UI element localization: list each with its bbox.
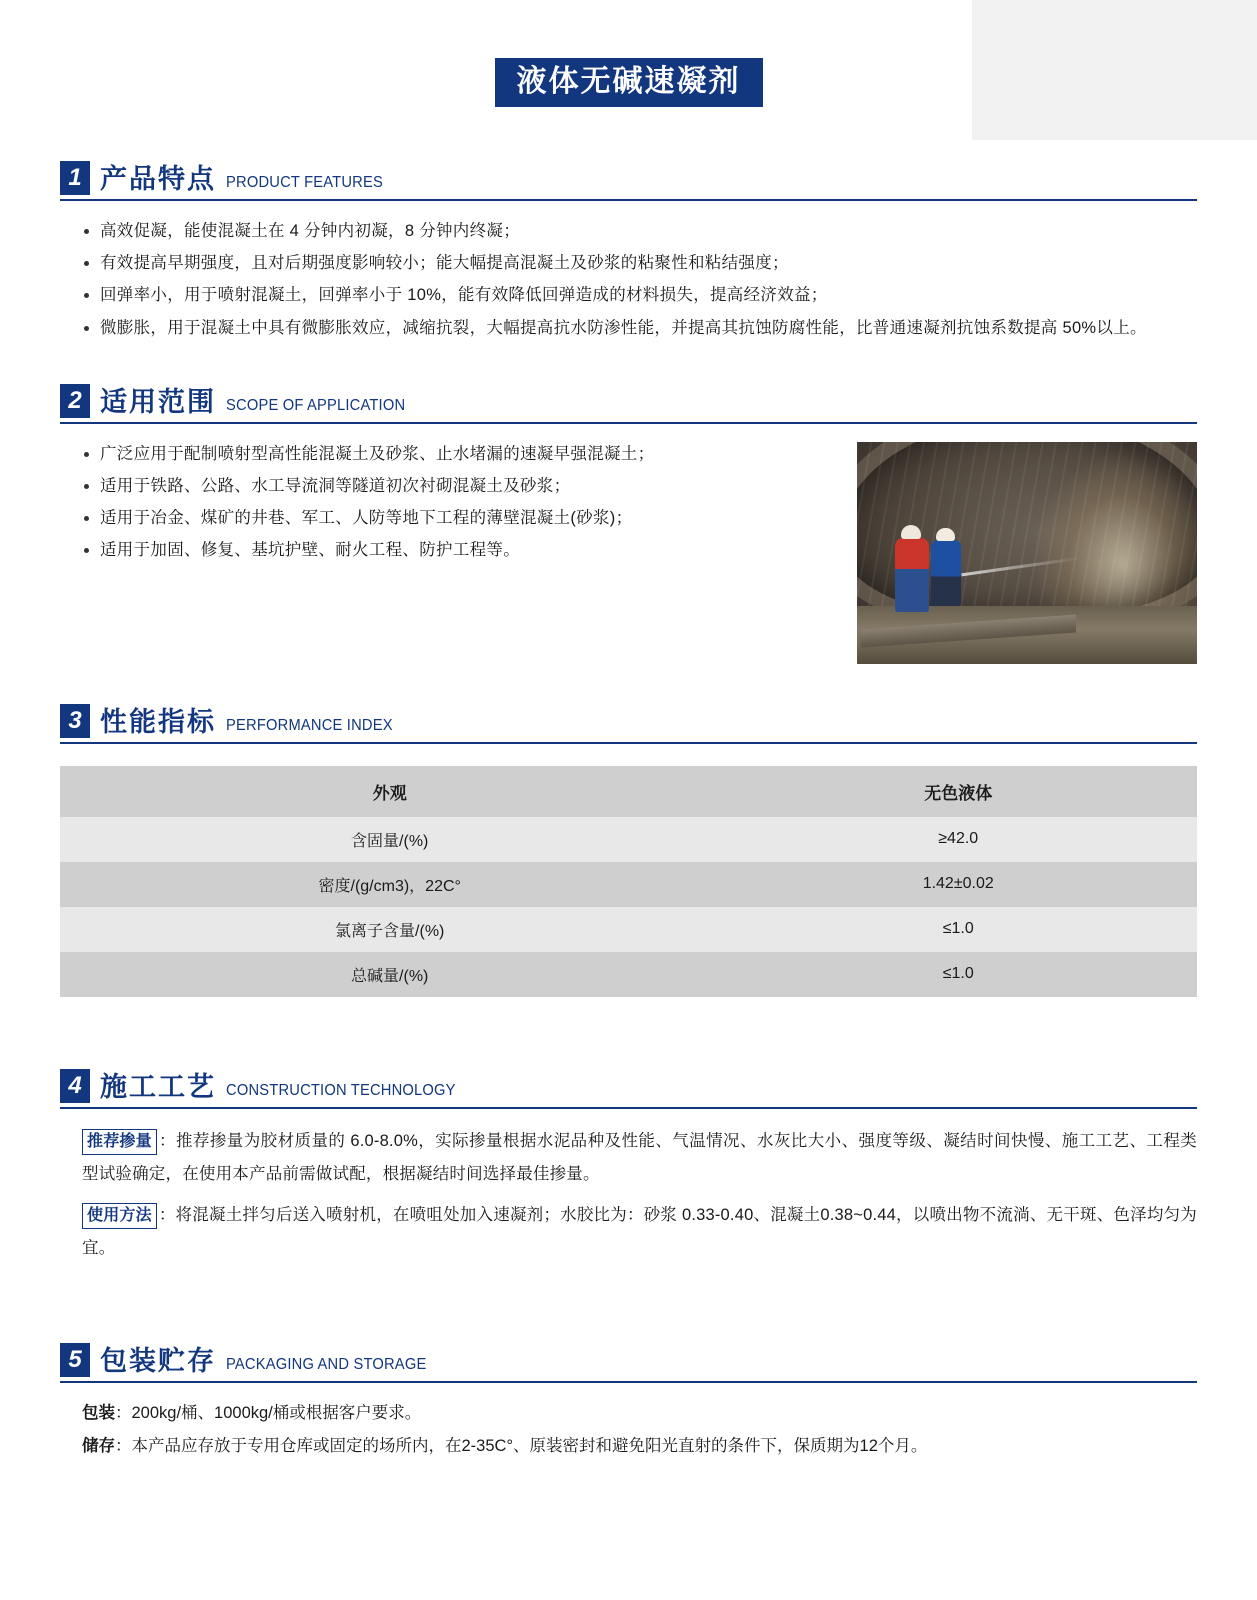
section-number: 2 <box>60 384 90 418</box>
list-item: 适用于冶金、煤矿的井巷、军工、人防等地下工程的薄壁混凝土(砂浆)； <box>82 502 837 534</box>
table-header-property: 外观 <box>372 783 407 803</box>
storage-label: 储存 <box>82 1436 115 1455</box>
dosage-paragraph <box>60 1125 1197 1191</box>
method-tag: 使用方法 <box>82 1203 157 1229</box>
tunnel-construction-photo <box>857 442 1197 664</box>
section-construction-technology <box>60 1069 1197 1265</box>
section-header <box>60 161 1197 201</box>
section-performance-index <box>60 704 1197 997</box>
dosage-tag: 推荐掺量 <box>82 1129 157 1155</box>
list-item: 适用于加固、修复、基坑护壁、耐火工程、防护工程等。 <box>82 534 837 566</box>
list-item: 适用于铁路、公路、水工导流洞等隧道初次衬砌混凝土及砂浆； <box>82 470 837 502</box>
section-header <box>60 1069 1197 1109</box>
storage-text: ：本产品应存放于专用仓库或固定的场所内，在2-35C°、原装密封和避免阳光直射的条件下，保质期为12个月。 <box>115 1436 928 1455</box>
section-title-en: PERFORMANCE INDEX <box>226 716 393 734</box>
scope-text-column <box>60 424 837 567</box>
packaging-line <box>60 1397 1197 1430</box>
section-header <box>60 704 1197 744</box>
section-title-cn: 包装贮存 <box>100 1345 216 1376</box>
table-cell-property: 含固量/(%) <box>351 832 429 850</box>
list-item: 回弹率小，用于喷射混凝土，回弹率小于 10%，能有效降低回弹造成的材料损失，提高经济效益； <box>82 279 1197 311</box>
table-cell-property: 氯离子含量/(%) <box>335 922 445 940</box>
performance-table <box>60 766 1197 997</box>
section-title-en: SCOPE OF APPLICATION <box>226 396 406 414</box>
section-product-features <box>60 161 1197 344</box>
list-item: 有效提高早期强度，且对后期强度影响较小；能大幅提高混凝土及砂浆的粘聚性和粘结强度； <box>82 247 1197 279</box>
section-title-en: PRODUCT FEATURES <box>226 174 383 191</box>
section-number: 5 <box>60 1343 90 1377</box>
table-cell-value: ≤1.0 <box>942 920 974 938</box>
table-row <box>60 952 1197 997</box>
table-row <box>60 862 1197 907</box>
list-item: 广泛应用于配制喷射型高性能混凝土及砂浆、止水堵漏的速凝早强混凝土； <box>82 438 837 470</box>
list-item: 高效促凝，能使混凝土在 4 分钟内初凝，8 分钟内终凝； <box>82 215 1197 247</box>
storage-line <box>60 1430 1197 1463</box>
feature-list <box>60 215 1197 344</box>
section-number: 4 <box>60 1069 90 1103</box>
page-title: 液体无碱速凝剂 <box>495 58 763 107</box>
photo-worker-blue <box>931 540 961 606</box>
section-number: 3 <box>60 704 90 738</box>
method-paragraph <box>60 1199 1197 1265</box>
photo-worker-red <box>895 538 929 612</box>
table-cell-value: ≤1.0 <box>942 965 974 983</box>
section-header <box>60 1343 1197 1383</box>
section-title-cn: 适用范围 <box>100 386 216 417</box>
dosage-text: ：推荐掺量为胶材质量的 6.0-8.0%，实际掺量根据水泥品种及性能、气温情况、水灰比大小、强度等级、凝结时间快慢、施工工艺、工程类型试验确定，在使用本产品前需做试配，根据凝结时间选择最佳掺量。 <box>82 1131 1197 1183</box>
section-number: 1 <box>60 161 90 195</box>
section-title-cn: 产品特点 <box>100 164 216 194</box>
packaging-label: 包装 <box>82 1403 115 1422</box>
section-header <box>60 384 1197 424</box>
section-scope-of-application <box>60 384 1197 664</box>
table-row <box>60 817 1197 862</box>
table-cell-value: ≥42.0 <box>938 830 979 848</box>
table-row <box>60 907 1197 952</box>
scope-list <box>60 438 837 567</box>
section-title-en: CONSTRUCTION TECHNOLOGY <box>226 1081 456 1099</box>
table-header-value: 无色液体 <box>924 783 993 803</box>
scope-content-row <box>60 424 1197 664</box>
table-cell-property: 总碱量/(%) <box>351 967 429 985</box>
table-cell-value: 1.42±0.02 <box>922 875 994 893</box>
section-title-en: PACKAGING AND STORAGE <box>226 1355 427 1373</box>
table-cell-property: 密度/(g/cm3)，22C° <box>318 877 461 895</box>
section-title-cn: 性能指标 <box>100 706 216 737</box>
page-title-wrap <box>60 0 1197 121</box>
method-text: ：将混凝土拌匀后送入喷射机，在喷咀处加入速凝剂；水胶比为：砂浆 0.33-0.40、混凝土0.38~0.44，以喷出物不流淌、无干斑、色泽均匀为宜。 <box>82 1205 1197 1257</box>
section-title-cn: 施工工艺 <box>100 1071 216 1102</box>
packaging-text: ：200kg/桶、1000kg/桶或根据客户要求。 <box>115 1403 422 1422</box>
table-row <box>60 766 1197 817</box>
list-item: 微膨胀，用于混凝土中具有微膨胀效应，减缩抗裂，大幅提高抗水防渗性能，并提高其抗蚀防腐性能，比普通速凝剂抗蚀系数提高 50%以上。 <box>82 312 1197 344</box>
section-packaging-and-storage <box>60 1343 1197 1463</box>
